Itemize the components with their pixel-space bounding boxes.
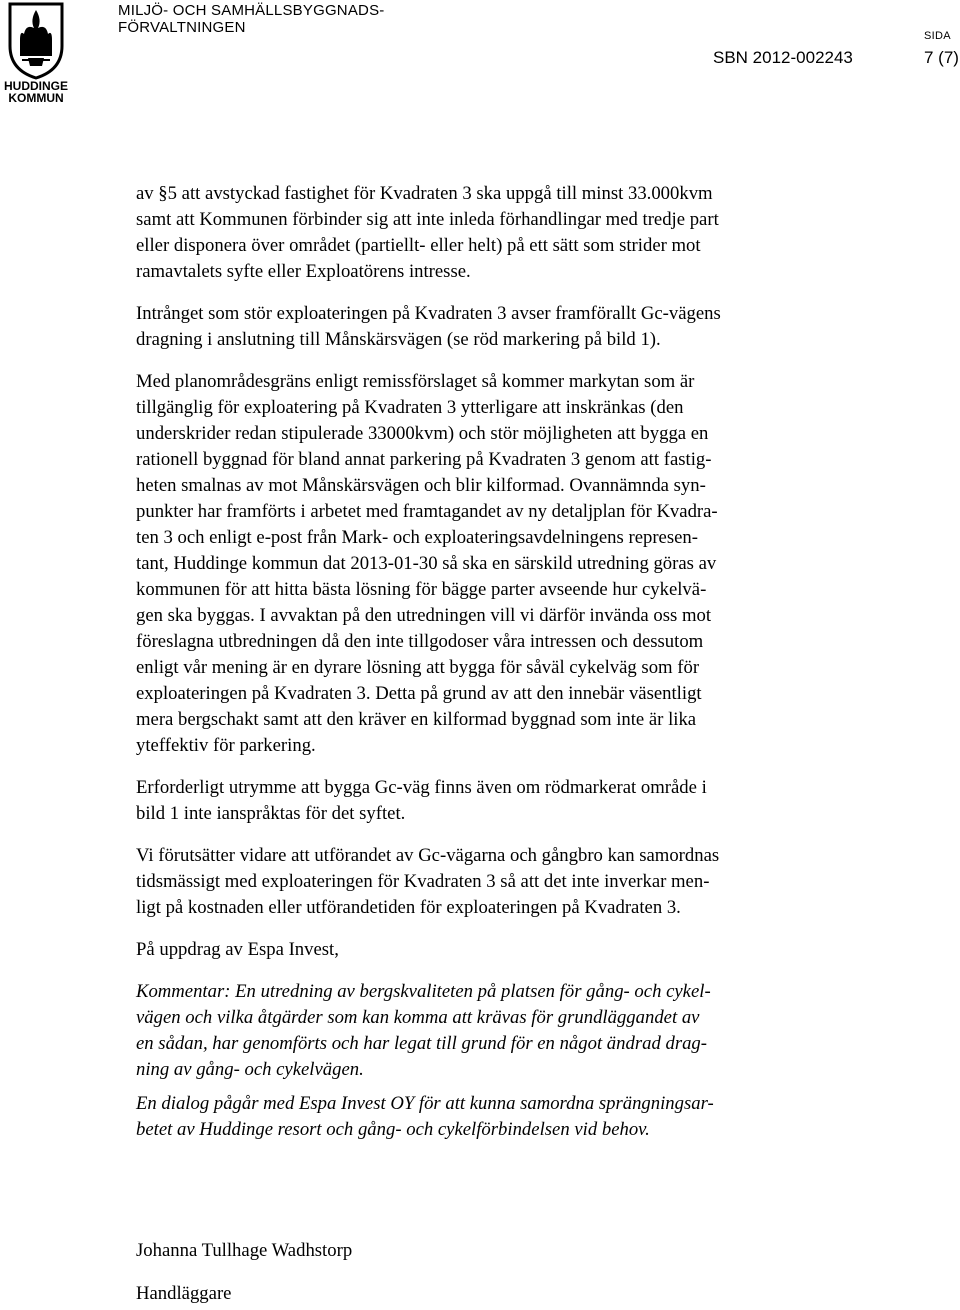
text-line: underskrider redan stipulerade 33000kvm) och stör möjligheten att bygga en [136,423,709,444]
text-line: ning av gång- och cykelvägen. [136,1059,364,1080]
text-line: tillgänglig för exploatering på Kvadraten 3 ytterligare att inskränkas (den [136,397,684,418]
text-line: heten smalnas av mot Månskärsvägen och blir kilformad. Ovannämnda syn- [136,475,706,496]
reference-number: SBN 2012-002243 [713,48,853,67]
text-line: En dialog pågår med Espa Invest OY för att kunna samordna sprängningsar- [136,1093,714,1114]
text-line: Vi förutsätter vidare att utförandet av Gc-vägarna och gångbro kan samordnas [136,845,720,866]
signature-name: Johanna Tullhage Wadhstorp [136,1240,353,1261]
text-line: föreslagna utbredningen då den inte tillgodoser våra intressen och dessutom [136,631,704,652]
text-line: tidsmässigt med exploateringen för Kvadraten 3 så att det inte inverkar men- [136,871,710,892]
comment-1 [136,979,856,1083]
logo-text-line2: KOMMUN [8,91,64,105]
page-number: 7 (7) [924,48,959,67]
huddinge-kommun-logo [0,0,72,104]
paragraph-2 [136,301,856,353]
page-label: SIDA [924,30,951,42]
text-line: en sådan, har genomförts och har legat till grund för en något ändrad drag- [136,1033,707,1054]
text-line: punkter har framförts i arbetet med framtagandet av ny detaljplan för Kvadra- [136,501,718,522]
text-line: betet av Huddinge resort och gång- och cykelförbindelsen vid behov. [136,1119,650,1140]
paragraph-1 [136,181,856,285]
text-line: tant, Huddinge kommun dat 2013-01-30 så ska en särskild utredning göras av [136,553,717,574]
paragraph-5 [136,843,856,921]
logo-text-line1: HUDDINGE [3,79,68,93]
text-line: dragning i anslutning till Månskärsvägen (se röd markering på bild 1). [136,329,661,350]
signature-role: Handläggare [136,1283,232,1304]
paragraph-3 [136,369,856,759]
text-line: Kommentar: En utredning av bergskvaliteten på platsen för gång- och cykel- [136,981,711,1002]
closing-line [136,937,856,963]
text-line: kommunen för att hitta bästa lösning för bägge parter avseende hur cykelvä- [136,579,707,600]
text-line: rationell byggnad för bland annat parkering på Kvadraten 3 genom att fastig- [136,449,712,470]
text-line: samt att Kommunen förbinder sig att inte inleda förhandlingar med tredje part [136,209,719,230]
text-line: exploateringen på Kvadraten 3. Detta på grund av att den innebär väsentligt [136,683,702,704]
text-line: eller disponera över området (partiellt- eller helt) på ett sätt som strider mot [136,235,701,256]
text-line: Erforderligt utrymme att bygga Gc-väg finns även om rödmarkerat område i [136,777,707,798]
text-line: Med planområdesgräns enligt remissförslaget så kommer markytan som är [136,371,695,392]
letter-body [136,181,856,1143]
municipal-crest-icon [6,0,66,80]
text-line: mera bergschakt samt att den kräver en kilformad byggnad som inte är lika [136,709,697,730]
text-line: ramavtalets syfte eller Exploatörens intresse. [136,261,471,282]
department-name [118,2,384,36]
text-line: enligt vår mening är en dyrare lösning att bygga för såväl cykelväg som för [136,657,700,678]
department-line2: FÖRVALTNINGEN [118,19,246,36]
text-line: av §5 att avstyckad fastighet för Kvadraten 3 ska uppgå till minst 33.000kvm [136,183,713,204]
text-line: yteffektiv för parkering. [136,735,316,756]
text-line: ten 3 och enligt e-post från Mark- och exploateringsavdelningens represen- [136,527,698,548]
text-line: vägen och vilka åtgärder som kan komma att krävas för grundläggandet av [136,1007,700,1028]
text-line: Intrånget som stör exploateringen på Kvadraten 3 avser framförallt Gc-vägens [136,303,721,324]
text-line: bild 1 inte ianspråktas för det syftet. [136,803,406,824]
text-line: På uppdrag av Espa Invest, [136,939,339,960]
department-line1: MILJÖ- OCH SAMHÄLLSBYGGNADS- [118,2,385,19]
comment-2 [136,1091,856,1143]
text-line: gen ska byggas. I avvaktan på den utredningen vill vi därför invända oss mot [136,605,712,626]
text-line: ligt på kostnaden eller utförandetiden för exploateringen på Kvadraten 3. [136,897,681,918]
paragraph-4 [136,775,856,827]
